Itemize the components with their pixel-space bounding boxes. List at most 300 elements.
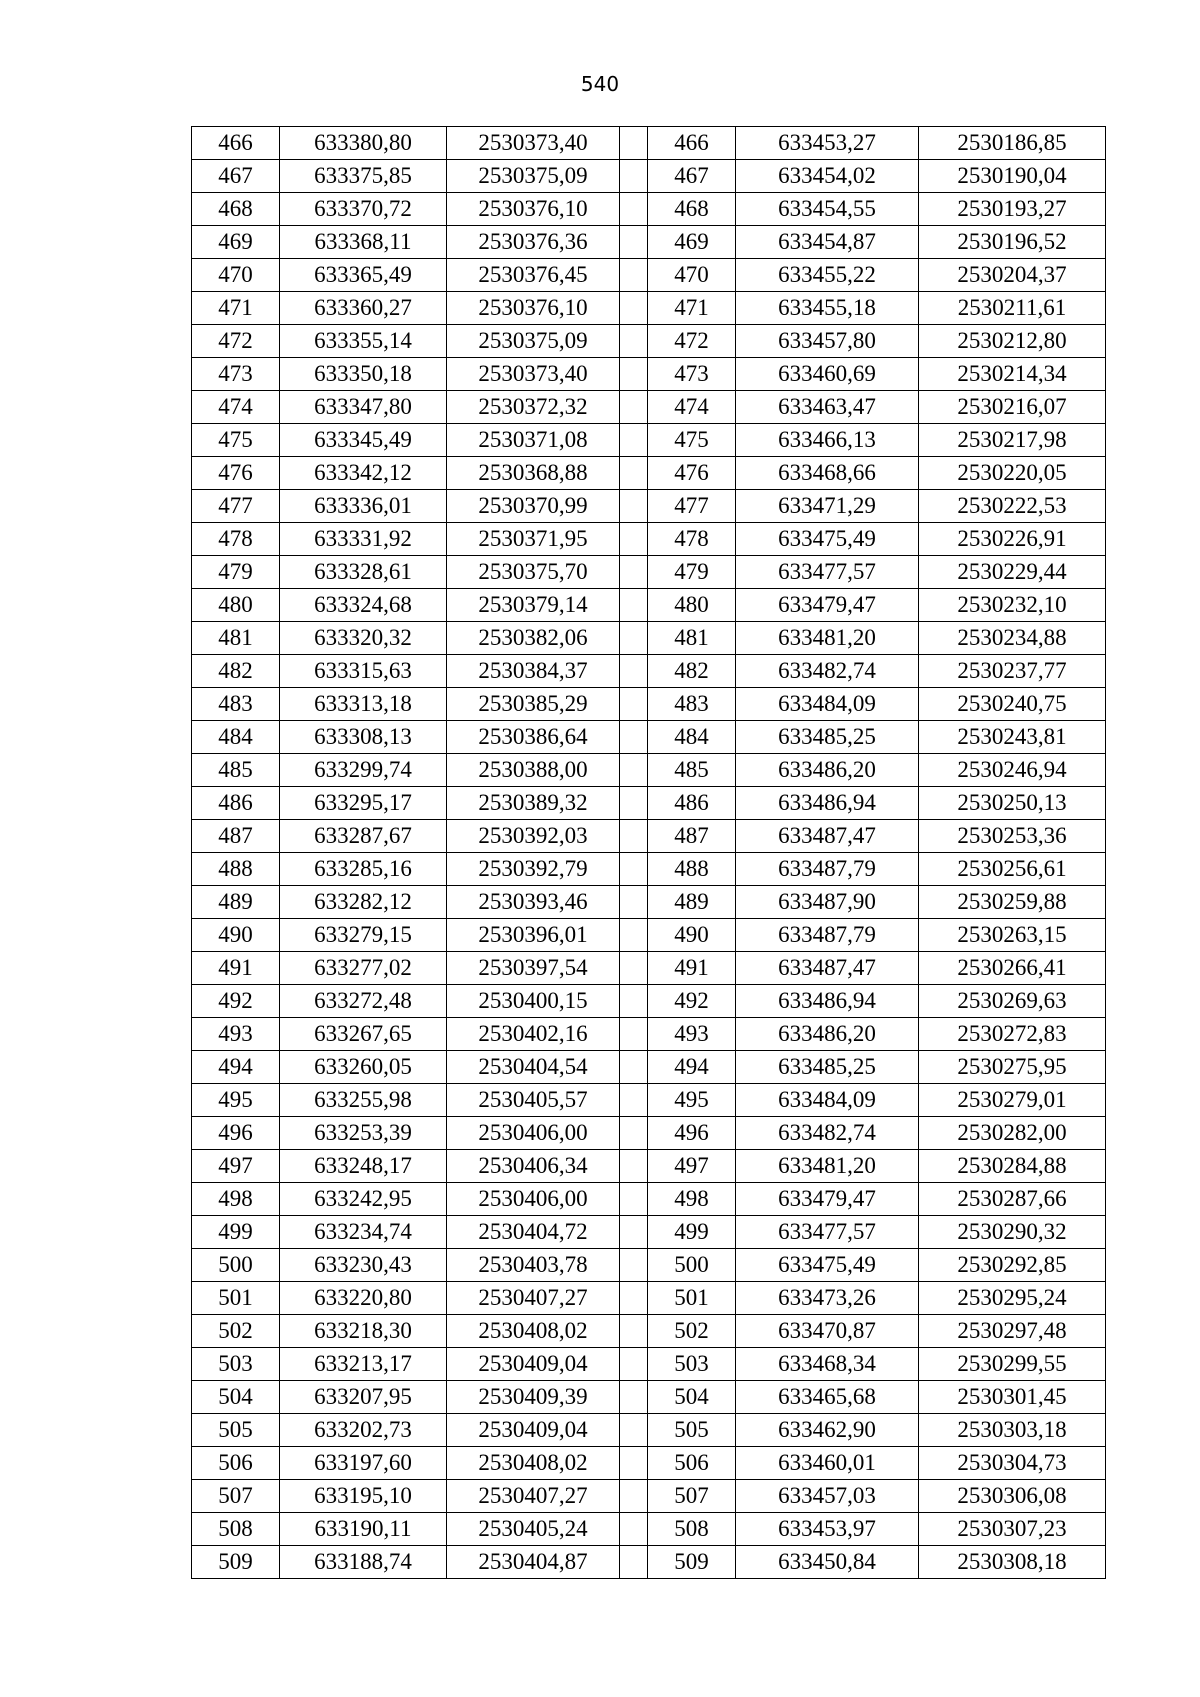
right-y-coordinate-cell: 2530214,34 bbox=[919, 358, 1106, 391]
table-row bbox=[192, 1018, 1106, 1051]
table-row bbox=[192, 391, 1106, 424]
left-y-coordinate-cell: 2530406,00 bbox=[447, 1183, 620, 1216]
separator-cell bbox=[620, 1282, 648, 1315]
table-row bbox=[192, 457, 1106, 490]
left-x-coordinate-cell: 633380,80 bbox=[280, 127, 447, 160]
separator-cell bbox=[620, 292, 648, 325]
left-y-coordinate-cell: 2530397,54 bbox=[447, 952, 620, 985]
left-x-coordinate-cell: 633287,67 bbox=[280, 820, 447, 853]
table-row bbox=[192, 325, 1106, 358]
left-x-coordinate-cell: 633242,95 bbox=[280, 1183, 447, 1216]
table-row bbox=[192, 1381, 1106, 1414]
separator-cell bbox=[620, 1447, 648, 1480]
table-row bbox=[192, 1216, 1106, 1249]
right-y-coordinate-cell: 2530306,08 bbox=[919, 1480, 1106, 1513]
left-x-coordinate-cell: 633230,43 bbox=[280, 1249, 447, 1282]
right-point-number-cell: 468 bbox=[648, 193, 736, 226]
left-y-coordinate-cell: 2530368,88 bbox=[447, 457, 620, 490]
separator-cell bbox=[620, 556, 648, 589]
left-point-number-cell: 466 bbox=[192, 127, 280, 160]
left-y-coordinate-cell: 2530373,40 bbox=[447, 127, 620, 160]
separator-cell bbox=[620, 127, 648, 160]
separator-cell bbox=[620, 919, 648, 952]
left-y-coordinate-cell: 2530409,04 bbox=[447, 1414, 620, 1447]
right-y-coordinate-cell: 2530263,15 bbox=[919, 919, 1106, 952]
left-y-coordinate-cell: 2530407,27 bbox=[447, 1282, 620, 1315]
right-point-number-cell: 506 bbox=[648, 1447, 736, 1480]
right-y-coordinate-cell: 2530222,53 bbox=[919, 490, 1106, 523]
separator-cell bbox=[620, 457, 648, 490]
right-x-coordinate-cell: 633455,18 bbox=[736, 292, 919, 325]
left-point-number-cell: 498 bbox=[192, 1183, 280, 1216]
left-point-number-cell: 479 bbox=[192, 556, 280, 589]
separator-cell bbox=[620, 325, 648, 358]
right-y-coordinate-cell: 2530232,10 bbox=[919, 589, 1106, 622]
right-point-number-cell: 495 bbox=[648, 1084, 736, 1117]
right-y-coordinate-cell: 2530292,85 bbox=[919, 1249, 1106, 1282]
right-y-coordinate-cell: 2530217,98 bbox=[919, 424, 1106, 457]
left-y-coordinate-cell: 2530407,27 bbox=[447, 1480, 620, 1513]
right-x-coordinate-cell: 633487,79 bbox=[736, 853, 919, 886]
right-point-number-cell: 504 bbox=[648, 1381, 736, 1414]
right-y-coordinate-cell: 2530272,83 bbox=[919, 1018, 1106, 1051]
right-x-coordinate-cell: 633455,22 bbox=[736, 259, 919, 292]
left-x-coordinate-cell: 633368,11 bbox=[280, 226, 447, 259]
right-point-number-cell: 509 bbox=[648, 1546, 736, 1579]
left-x-coordinate-cell: 633255,98 bbox=[280, 1084, 447, 1117]
table-row bbox=[192, 226, 1106, 259]
left-y-coordinate-cell: 2530404,54 bbox=[447, 1051, 620, 1084]
right-point-number-cell: 466 bbox=[648, 127, 736, 160]
right-point-number-cell: 500 bbox=[648, 1249, 736, 1282]
right-y-coordinate-cell: 2530275,95 bbox=[919, 1051, 1106, 1084]
left-y-coordinate-cell: 2530405,57 bbox=[447, 1084, 620, 1117]
left-point-number-cell: 487 bbox=[192, 820, 280, 853]
left-point-number-cell: 484 bbox=[192, 721, 280, 754]
table-row bbox=[192, 820, 1106, 853]
table-row bbox=[192, 1117, 1106, 1150]
table-row bbox=[192, 1447, 1106, 1480]
right-y-coordinate-cell: 2530229,44 bbox=[919, 556, 1106, 589]
right-x-coordinate-cell: 633453,27 bbox=[736, 127, 919, 160]
left-point-number-cell: 492 bbox=[192, 985, 280, 1018]
separator-cell bbox=[620, 1348, 648, 1381]
table-row bbox=[192, 886, 1106, 919]
right-point-number-cell: 496 bbox=[648, 1117, 736, 1150]
left-y-coordinate-cell: 2530382,06 bbox=[447, 622, 620, 655]
right-x-coordinate-cell: 633486,94 bbox=[736, 787, 919, 820]
left-x-coordinate-cell: 633313,18 bbox=[280, 688, 447, 721]
right-x-coordinate-cell: 633477,57 bbox=[736, 1216, 919, 1249]
right-x-coordinate-cell: 633484,09 bbox=[736, 1084, 919, 1117]
left-point-number-cell: 483 bbox=[192, 688, 280, 721]
right-x-coordinate-cell: 633487,90 bbox=[736, 886, 919, 919]
left-point-number-cell: 502 bbox=[192, 1315, 280, 1348]
left-x-coordinate-cell: 633328,61 bbox=[280, 556, 447, 589]
right-x-coordinate-cell: 633479,47 bbox=[736, 589, 919, 622]
right-point-number-cell: 472 bbox=[648, 325, 736, 358]
right-y-coordinate-cell: 2530287,66 bbox=[919, 1183, 1106, 1216]
right-y-coordinate-cell: 2530246,94 bbox=[919, 754, 1106, 787]
right-point-number-cell: 499 bbox=[648, 1216, 736, 1249]
right-y-coordinate-cell: 2530304,73 bbox=[919, 1447, 1106, 1480]
right-y-coordinate-cell: 2530266,41 bbox=[919, 952, 1106, 985]
right-point-number-cell: 475 bbox=[648, 424, 736, 457]
right-x-coordinate-cell: 633460,69 bbox=[736, 358, 919, 391]
left-x-coordinate-cell: 633218,30 bbox=[280, 1315, 447, 1348]
left-point-number-cell: 470 bbox=[192, 259, 280, 292]
left-point-number-cell: 503 bbox=[192, 1348, 280, 1381]
left-x-coordinate-cell: 633277,02 bbox=[280, 952, 447, 985]
right-y-coordinate-cell: 2530237,77 bbox=[919, 655, 1106, 688]
separator-cell bbox=[620, 1051, 648, 1084]
left-point-number-cell: 467 bbox=[192, 160, 280, 193]
table-row bbox=[192, 193, 1106, 226]
table-row bbox=[192, 787, 1106, 820]
left-x-coordinate-cell: 633308,13 bbox=[280, 721, 447, 754]
right-y-coordinate-cell: 2530307,23 bbox=[919, 1513, 1106, 1546]
right-x-coordinate-cell: 633485,25 bbox=[736, 1051, 919, 1084]
left-x-coordinate-cell: 633188,74 bbox=[280, 1546, 447, 1579]
right-x-coordinate-cell: 633475,49 bbox=[736, 1249, 919, 1282]
right-x-coordinate-cell: 633454,02 bbox=[736, 160, 919, 193]
left-x-coordinate-cell: 633299,74 bbox=[280, 754, 447, 787]
right-x-coordinate-cell: 633485,25 bbox=[736, 721, 919, 754]
separator-cell bbox=[620, 1546, 648, 1579]
right-y-coordinate-cell: 2530303,18 bbox=[919, 1414, 1106, 1447]
right-point-number-cell: 483 bbox=[648, 688, 736, 721]
separator-cell bbox=[620, 589, 648, 622]
left-y-coordinate-cell: 2530406,34 bbox=[447, 1150, 620, 1183]
right-x-coordinate-cell: 633486,94 bbox=[736, 985, 919, 1018]
right-y-coordinate-cell: 2530190,04 bbox=[919, 160, 1106, 193]
right-x-coordinate-cell: 633475,49 bbox=[736, 523, 919, 556]
right-x-coordinate-cell: 633487,79 bbox=[736, 919, 919, 952]
right-point-number-cell: 481 bbox=[648, 622, 736, 655]
right-point-number-cell: 485 bbox=[648, 754, 736, 787]
left-x-coordinate-cell: 633350,18 bbox=[280, 358, 447, 391]
table-row bbox=[192, 655, 1106, 688]
right-point-number-cell: 492 bbox=[648, 985, 736, 1018]
left-point-number-cell: 497 bbox=[192, 1150, 280, 1183]
separator-cell bbox=[620, 490, 648, 523]
table-row bbox=[192, 919, 1106, 952]
left-point-number-cell: 507 bbox=[192, 1480, 280, 1513]
separator-cell bbox=[620, 688, 648, 721]
separator-cell bbox=[620, 655, 648, 688]
left-point-number-cell: 490 bbox=[192, 919, 280, 952]
table-row bbox=[192, 1480, 1106, 1513]
left-y-coordinate-cell: 2530375,09 bbox=[447, 325, 620, 358]
right-y-coordinate-cell: 2530212,80 bbox=[919, 325, 1106, 358]
left-y-coordinate-cell: 2530392,79 bbox=[447, 853, 620, 886]
table-row bbox=[192, 1414, 1106, 1447]
right-point-number-cell: 478 bbox=[648, 523, 736, 556]
left-point-number-cell: 491 bbox=[192, 952, 280, 985]
right-point-number-cell: 471 bbox=[648, 292, 736, 325]
left-y-coordinate-cell: 2530404,87 bbox=[447, 1546, 620, 1579]
right-point-number-cell: 489 bbox=[648, 886, 736, 919]
right-y-coordinate-cell: 2530220,05 bbox=[919, 457, 1106, 490]
left-y-coordinate-cell: 2530406,00 bbox=[447, 1117, 620, 1150]
right-x-coordinate-cell: 633479,47 bbox=[736, 1183, 919, 1216]
table-row bbox=[192, 160, 1106, 193]
left-x-coordinate-cell: 633320,32 bbox=[280, 622, 447, 655]
right-y-coordinate-cell: 2530259,88 bbox=[919, 886, 1106, 919]
right-point-number-cell: 493 bbox=[648, 1018, 736, 1051]
left-y-coordinate-cell: 2530372,32 bbox=[447, 391, 620, 424]
left-y-coordinate-cell: 2530408,02 bbox=[447, 1447, 620, 1480]
left-y-coordinate-cell: 2530375,70 bbox=[447, 556, 620, 589]
right-y-coordinate-cell: 2530204,37 bbox=[919, 259, 1106, 292]
left-y-coordinate-cell: 2530370,99 bbox=[447, 490, 620, 523]
separator-cell bbox=[620, 1183, 648, 1216]
right-y-coordinate-cell: 2530253,36 bbox=[919, 820, 1106, 853]
right-y-coordinate-cell: 2530269,63 bbox=[919, 985, 1106, 1018]
table-row bbox=[192, 1150, 1106, 1183]
table-row bbox=[192, 1183, 1106, 1216]
right-point-number-cell: 494 bbox=[648, 1051, 736, 1084]
right-y-coordinate-cell: 2530196,52 bbox=[919, 226, 1106, 259]
right-x-coordinate-cell: 633466,13 bbox=[736, 424, 919, 457]
right-y-coordinate-cell: 2530240,75 bbox=[919, 688, 1106, 721]
table-row bbox=[192, 490, 1106, 523]
left-y-coordinate-cell: 2530409,39 bbox=[447, 1381, 620, 1414]
left-point-number-cell: 504 bbox=[192, 1381, 280, 1414]
left-x-coordinate-cell: 633285,16 bbox=[280, 853, 447, 886]
right-point-number-cell: 480 bbox=[648, 589, 736, 622]
left-x-coordinate-cell: 633207,95 bbox=[280, 1381, 447, 1414]
separator-cell bbox=[620, 1513, 648, 1546]
table-row bbox=[192, 853, 1106, 886]
separator-cell bbox=[620, 721, 648, 754]
left-point-number-cell: 472 bbox=[192, 325, 280, 358]
left-x-coordinate-cell: 633202,73 bbox=[280, 1414, 447, 1447]
left-x-coordinate-cell: 633279,15 bbox=[280, 919, 447, 952]
left-x-coordinate-cell: 633220,80 bbox=[280, 1282, 447, 1315]
left-y-coordinate-cell: 2530392,03 bbox=[447, 820, 620, 853]
right-x-coordinate-cell: 633463,47 bbox=[736, 391, 919, 424]
right-x-coordinate-cell: 633482,74 bbox=[736, 1117, 919, 1150]
separator-cell bbox=[620, 985, 648, 1018]
separator-cell bbox=[620, 1414, 648, 1447]
right-point-number-cell: 488 bbox=[648, 853, 736, 886]
left-point-number-cell: 476 bbox=[192, 457, 280, 490]
left-x-coordinate-cell: 633342,12 bbox=[280, 457, 447, 490]
left-y-coordinate-cell: 2530376,10 bbox=[447, 292, 620, 325]
left-x-coordinate-cell: 633295,17 bbox=[280, 787, 447, 820]
left-point-number-cell: 493 bbox=[192, 1018, 280, 1051]
table-row bbox=[192, 358, 1106, 391]
right-point-number-cell: 484 bbox=[648, 721, 736, 754]
table-row bbox=[192, 589, 1106, 622]
left-x-coordinate-cell: 633375,85 bbox=[280, 160, 447, 193]
separator-cell bbox=[620, 259, 648, 292]
separator-cell bbox=[620, 754, 648, 787]
right-point-number-cell: 487 bbox=[648, 820, 736, 853]
left-point-number-cell: 469 bbox=[192, 226, 280, 259]
right-point-number-cell: 503 bbox=[648, 1348, 736, 1381]
table-row bbox=[192, 1315, 1106, 1348]
left-y-coordinate-cell: 2530396,01 bbox=[447, 919, 620, 952]
left-point-number-cell: 486 bbox=[192, 787, 280, 820]
separator-cell bbox=[620, 1216, 648, 1249]
right-x-coordinate-cell: 633454,87 bbox=[736, 226, 919, 259]
left-x-coordinate-cell: 633345,49 bbox=[280, 424, 447, 457]
right-y-coordinate-cell: 2530297,48 bbox=[919, 1315, 1106, 1348]
table-row bbox=[192, 1546, 1106, 1579]
right-x-coordinate-cell: 633473,26 bbox=[736, 1282, 919, 1315]
table-row bbox=[192, 985, 1106, 1018]
right-x-coordinate-cell: 633486,20 bbox=[736, 1018, 919, 1051]
left-point-number-cell: 485 bbox=[192, 754, 280, 787]
right-x-coordinate-cell: 633453,97 bbox=[736, 1513, 919, 1546]
left-point-number-cell: 474 bbox=[192, 391, 280, 424]
left-point-number-cell: 499 bbox=[192, 1216, 280, 1249]
left-x-coordinate-cell: 633260,05 bbox=[280, 1051, 447, 1084]
left-point-number-cell: 508 bbox=[192, 1513, 280, 1546]
left-x-coordinate-cell: 633370,72 bbox=[280, 193, 447, 226]
table-row bbox=[192, 622, 1106, 655]
right-point-number-cell: 473 bbox=[648, 358, 736, 391]
right-point-number-cell: 486 bbox=[648, 787, 736, 820]
table-row bbox=[192, 721, 1106, 754]
separator-cell bbox=[620, 1480, 648, 1513]
left-x-coordinate-cell: 633253,39 bbox=[280, 1117, 447, 1150]
left-x-coordinate-cell: 633195,10 bbox=[280, 1480, 447, 1513]
left-y-coordinate-cell: 2530389,32 bbox=[447, 787, 620, 820]
right-point-number-cell: 507 bbox=[648, 1480, 736, 1513]
right-point-number-cell: 490 bbox=[648, 919, 736, 952]
right-point-number-cell: 469 bbox=[648, 226, 736, 259]
right-y-coordinate-cell: 2530250,13 bbox=[919, 787, 1106, 820]
left-x-coordinate-cell: 633347,80 bbox=[280, 391, 447, 424]
left-x-coordinate-cell: 633197,60 bbox=[280, 1447, 447, 1480]
table-row bbox=[192, 688, 1106, 721]
left-y-coordinate-cell: 2530402,16 bbox=[447, 1018, 620, 1051]
separator-cell bbox=[620, 358, 648, 391]
right-x-coordinate-cell: 633487,47 bbox=[736, 820, 919, 853]
right-x-coordinate-cell: 633457,80 bbox=[736, 325, 919, 358]
right-point-number-cell: 508 bbox=[648, 1513, 736, 1546]
left-y-coordinate-cell: 2530393,46 bbox=[447, 886, 620, 919]
separator-cell bbox=[620, 622, 648, 655]
left-y-coordinate-cell: 2530371,08 bbox=[447, 424, 620, 457]
table-row bbox=[192, 1348, 1106, 1381]
right-y-coordinate-cell: 2530216,07 bbox=[919, 391, 1106, 424]
right-point-number-cell: 502 bbox=[648, 1315, 736, 1348]
right-x-coordinate-cell: 633477,57 bbox=[736, 556, 919, 589]
right-y-coordinate-cell: 2530226,91 bbox=[919, 523, 1106, 556]
left-y-coordinate-cell: 2530373,40 bbox=[447, 358, 620, 391]
left-x-coordinate-cell: 633213,17 bbox=[280, 1348, 447, 1381]
separator-cell bbox=[620, 1315, 648, 1348]
left-y-coordinate-cell: 2530405,24 bbox=[447, 1513, 620, 1546]
left-x-coordinate-cell: 633324,68 bbox=[280, 589, 447, 622]
right-point-number-cell: 470 bbox=[648, 259, 736, 292]
right-point-number-cell: 501 bbox=[648, 1282, 736, 1315]
right-x-coordinate-cell: 633468,34 bbox=[736, 1348, 919, 1381]
right-y-coordinate-cell: 2530243,81 bbox=[919, 721, 1106, 754]
right-x-coordinate-cell: 633460,01 bbox=[736, 1447, 919, 1480]
right-x-coordinate-cell: 633481,20 bbox=[736, 1150, 919, 1183]
separator-cell bbox=[620, 886, 648, 919]
left-point-number-cell: 501 bbox=[192, 1282, 280, 1315]
separator-cell bbox=[620, 1249, 648, 1282]
table-row bbox=[192, 1513, 1106, 1546]
left-y-coordinate-cell: 2530376,10 bbox=[447, 193, 620, 226]
left-point-number-cell: 482 bbox=[192, 655, 280, 688]
right-x-coordinate-cell: 633470,87 bbox=[736, 1315, 919, 1348]
separator-cell bbox=[620, 193, 648, 226]
right-x-coordinate-cell: 633484,09 bbox=[736, 688, 919, 721]
left-x-coordinate-cell: 633267,65 bbox=[280, 1018, 447, 1051]
table-row bbox=[192, 523, 1106, 556]
left-x-coordinate-cell: 633360,27 bbox=[280, 292, 447, 325]
right-x-coordinate-cell: 633482,74 bbox=[736, 655, 919, 688]
separator-cell bbox=[620, 820, 648, 853]
right-point-number-cell: 497 bbox=[648, 1150, 736, 1183]
left-x-coordinate-cell: 633190,11 bbox=[280, 1513, 447, 1546]
left-point-number-cell: 480 bbox=[192, 589, 280, 622]
table-row bbox=[192, 424, 1106, 457]
right-point-number-cell: 482 bbox=[648, 655, 736, 688]
right-x-coordinate-cell: 633454,55 bbox=[736, 193, 919, 226]
left-point-number-cell: 489 bbox=[192, 886, 280, 919]
right-x-coordinate-cell: 633450,84 bbox=[736, 1546, 919, 1579]
separator-cell bbox=[620, 787, 648, 820]
right-x-coordinate-cell: 633462,90 bbox=[736, 1414, 919, 1447]
right-point-number-cell: 479 bbox=[648, 556, 736, 589]
left-x-coordinate-cell: 633248,17 bbox=[280, 1150, 447, 1183]
left-y-coordinate-cell: 2530375,09 bbox=[447, 160, 620, 193]
right-x-coordinate-cell: 633457,03 bbox=[736, 1480, 919, 1513]
coordinates-table bbox=[191, 126, 1106, 1579]
right-point-number-cell: 505 bbox=[648, 1414, 736, 1447]
separator-cell bbox=[620, 391, 648, 424]
left-x-coordinate-cell: 633272,48 bbox=[280, 985, 447, 1018]
right-y-coordinate-cell: 2530308,18 bbox=[919, 1546, 1106, 1579]
table-row bbox=[192, 1084, 1106, 1117]
left-y-coordinate-cell: 2530371,95 bbox=[447, 523, 620, 556]
left-point-number-cell: 494 bbox=[192, 1051, 280, 1084]
right-x-coordinate-cell: 633487,47 bbox=[736, 952, 919, 985]
right-x-coordinate-cell: 633486,20 bbox=[736, 754, 919, 787]
right-x-coordinate-cell: 633481,20 bbox=[736, 622, 919, 655]
table-row bbox=[192, 1282, 1106, 1315]
table-row bbox=[192, 1249, 1106, 1282]
table-row bbox=[192, 127, 1106, 160]
left-point-number-cell: 495 bbox=[192, 1084, 280, 1117]
left-y-coordinate-cell: 2530400,15 bbox=[447, 985, 620, 1018]
right-y-coordinate-cell: 2530282,00 bbox=[919, 1117, 1106, 1150]
left-y-coordinate-cell: 2530404,72 bbox=[447, 1216, 620, 1249]
separator-cell bbox=[620, 1018, 648, 1051]
separator-cell bbox=[620, 160, 648, 193]
right-point-number-cell: 476 bbox=[648, 457, 736, 490]
left-x-coordinate-cell: 633315,63 bbox=[280, 655, 447, 688]
separator-cell bbox=[620, 952, 648, 985]
right-y-coordinate-cell: 2530299,55 bbox=[919, 1348, 1106, 1381]
right-x-coordinate-cell: 633468,66 bbox=[736, 457, 919, 490]
right-y-coordinate-cell: 2530290,32 bbox=[919, 1216, 1106, 1249]
separator-cell bbox=[620, 1381, 648, 1414]
left-y-coordinate-cell: 2530403,78 bbox=[447, 1249, 620, 1282]
right-x-coordinate-cell: 633471,29 bbox=[736, 490, 919, 523]
separator-cell bbox=[620, 1150, 648, 1183]
left-point-number-cell: 505 bbox=[192, 1414, 280, 1447]
left-point-number-cell: 475 bbox=[192, 424, 280, 457]
